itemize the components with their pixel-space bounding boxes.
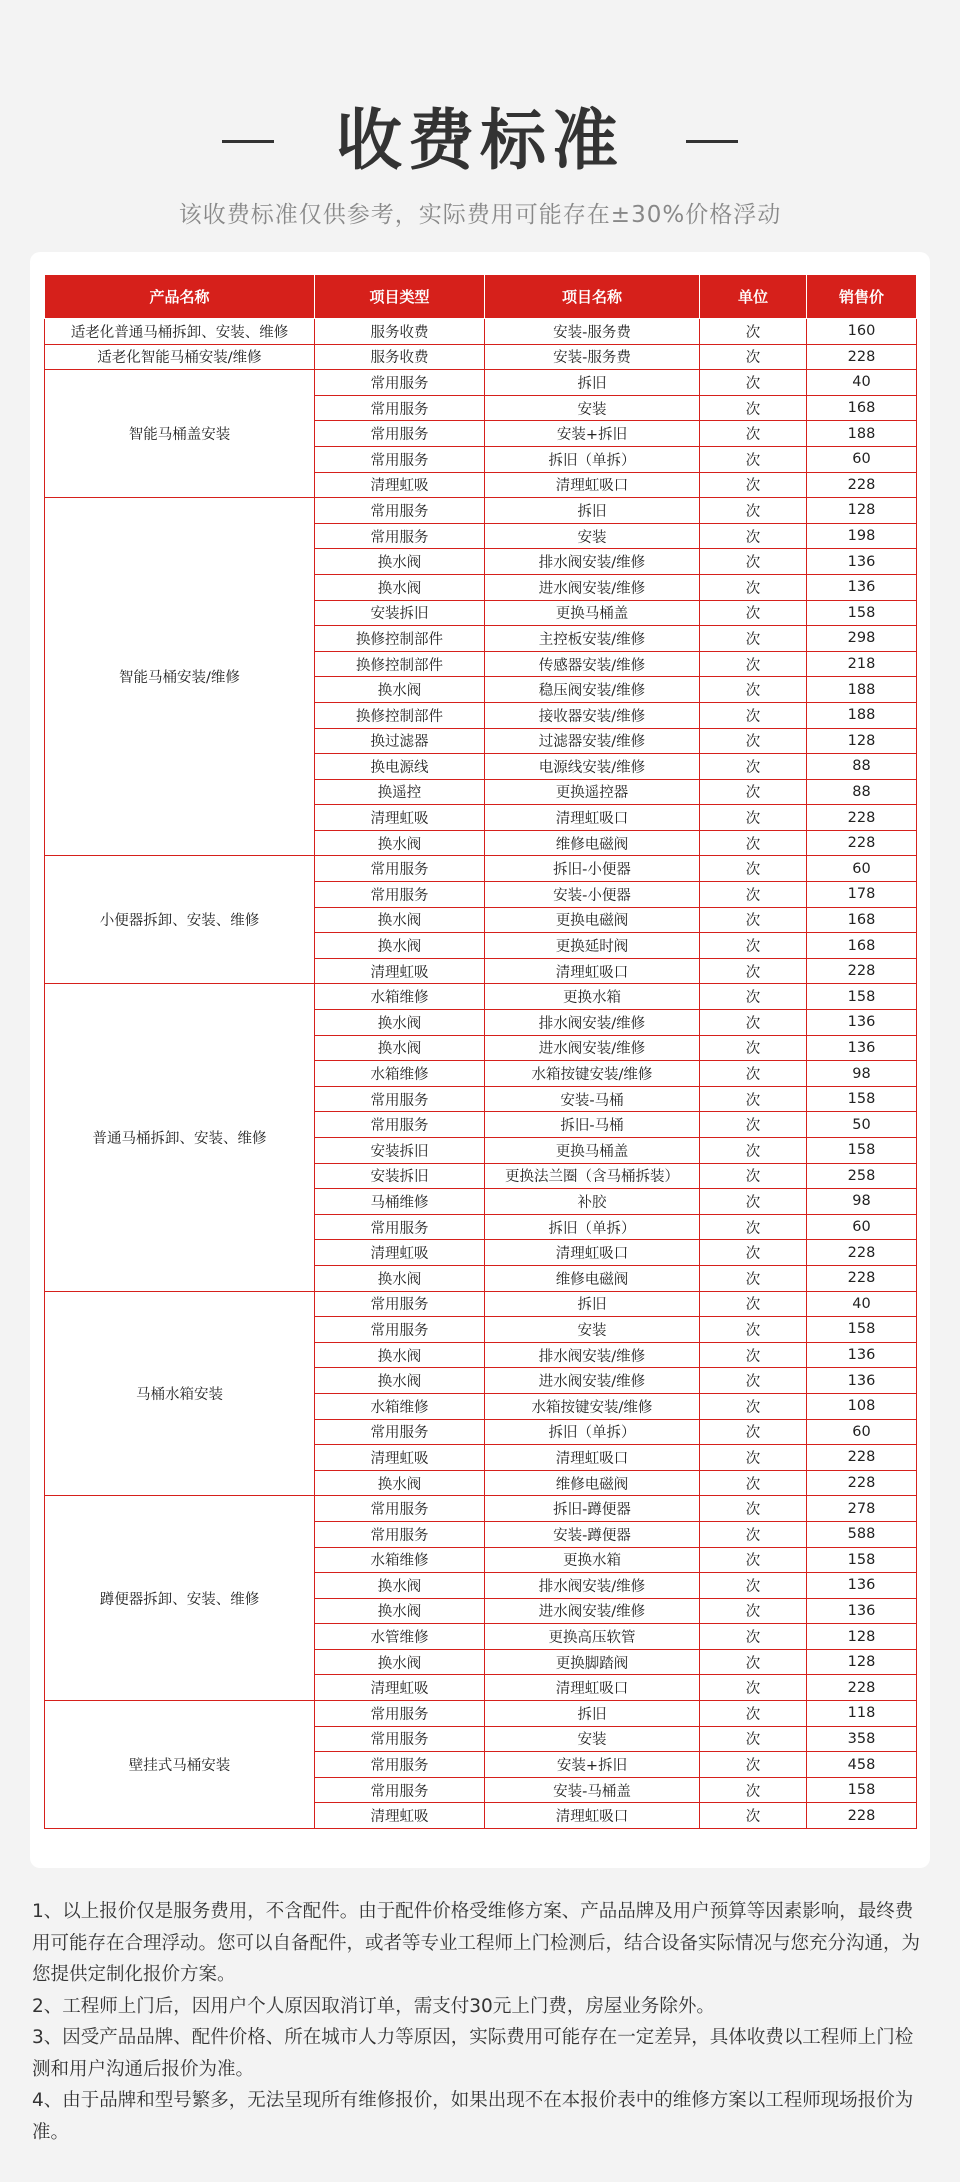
- item-name-cell: 进水阀安装/维修: [485, 1035, 700, 1061]
- item-name-cell: 清理虹吸口: [485, 1240, 700, 1266]
- unit-cell: 次: [700, 907, 807, 933]
- item-type-cell: 清理虹吸: [315, 1803, 485, 1829]
- item-type-cell: 常用服务: [315, 446, 485, 472]
- unit-cell: 次: [700, 472, 807, 498]
- price-cell: 168: [807, 907, 917, 933]
- item-type-cell: 常用服务: [315, 1521, 485, 1547]
- item-name-cell: 拆旧-马桶: [485, 1112, 700, 1138]
- page-subtitle: 该收费标准仅供参考，实际费用可能存在±30%价格浮动: [178, 202, 782, 228]
- item-type-cell: 换水阀: [315, 574, 485, 600]
- price-cell: 136: [807, 1010, 917, 1036]
- item-type-cell: 清理虹吸: [315, 958, 485, 984]
- unit-cell: 次: [700, 754, 807, 780]
- product-name-cell: 壁挂式马桶安装: [45, 1701, 315, 1829]
- column-header: 单位: [700, 275, 807, 319]
- item-name-cell: 排水阀安装/维修: [485, 1010, 700, 1036]
- price-cell: 50: [807, 1112, 917, 1138]
- unit-cell: 次: [700, 1368, 807, 1394]
- unit-cell: 次: [700, 805, 807, 831]
- item-name-cell: 安装-马桶盖: [485, 1777, 700, 1803]
- price-cell: 228: [807, 472, 917, 498]
- item-name-cell: 安装+拆旧: [485, 421, 700, 447]
- price-cell: 258: [807, 1163, 917, 1189]
- item-name-cell: 进水阀安装/维修: [485, 1598, 700, 1624]
- item-type-cell: 清理虹吸: [315, 1675, 485, 1701]
- column-header: 项目名称: [485, 275, 700, 319]
- price-cell: 136: [807, 1598, 917, 1624]
- item-name-cell: 拆旧（单拆）: [485, 1214, 700, 1240]
- item-name-cell: 安装-服务费: [485, 344, 700, 370]
- unit-cell: 次: [700, 1649, 807, 1675]
- unit-cell: 次: [700, 574, 807, 600]
- price-cell: 60: [807, 1419, 917, 1445]
- unit-cell: 次: [700, 1214, 807, 1240]
- item-name-cell: 拆旧: [485, 370, 700, 396]
- price-cell: 136: [807, 1573, 917, 1599]
- title-dash-left: [222, 140, 274, 143]
- price-cell: 88: [807, 779, 917, 805]
- item-name-cell: 清理虹吸口: [485, 805, 700, 831]
- item-name-cell: 维修电磁阀: [485, 830, 700, 856]
- item-type-cell: 服务收费: [315, 319, 485, 345]
- product-name-cell: 普通马桶拆卸、安装、维修: [45, 984, 315, 1291]
- item-name-cell: 主控板安装/维修: [485, 626, 700, 652]
- item-name-cell: 更换水箱: [485, 984, 700, 1010]
- price-cell: 136: [807, 574, 917, 600]
- item-type-cell: 换水阀: [315, 1598, 485, 1624]
- unit-cell: 次: [700, 1265, 807, 1291]
- unit-cell: 次: [700, 1496, 807, 1522]
- item-name-cell: 清理虹吸口: [485, 958, 700, 984]
- item-name-cell: 更换水箱: [485, 1547, 700, 1573]
- title-dash-right: [686, 140, 738, 143]
- item-name-cell: 进水阀安装/维修: [485, 1368, 700, 1394]
- item-type-cell: 常用服务: [315, 1726, 485, 1752]
- price-table-body: [45, 319, 917, 1829]
- price-cell: 218: [807, 651, 917, 677]
- note-item: 1、以上报价仅是服务费用，不含配件。由于配件价格受维修方案、产品品牌及用户预算等因素影响，最终费用可能存在合理浮动。您可以自备配件，或者等专业工程师上门检测后，结合设备实际情况与您充分沟通，为您提供定制化报价方案。: [32, 1901, 921, 1985]
- price-cell: 158: [807, 1086, 917, 1112]
- unit-cell: 次: [700, 1393, 807, 1419]
- item-name-cell: 拆旧: [485, 498, 700, 524]
- unit-cell: 次: [700, 933, 807, 959]
- item-type-cell: 安装拆旧: [315, 600, 485, 626]
- column-header: 销售价: [807, 275, 917, 319]
- unit-cell: 次: [700, 626, 807, 652]
- price-cell: 108: [807, 1393, 917, 1419]
- unit-cell: 次: [700, 1521, 807, 1547]
- table-header-row: [45, 275, 917, 319]
- product-name-cell: 智能马桶盖安装: [45, 370, 315, 498]
- unit-cell: 次: [700, 1112, 807, 1138]
- price-cell: 128: [807, 498, 917, 524]
- price-cell: 158: [807, 600, 917, 626]
- price-cell: 358: [807, 1726, 917, 1752]
- unit-cell: 次: [700, 1752, 807, 1778]
- unit-cell: 次: [700, 395, 807, 421]
- item-name-cell: 清理虹吸口: [485, 1803, 700, 1829]
- notes-section: [32, 1896, 928, 2148]
- item-type-cell: 常用服务: [315, 1317, 485, 1343]
- item-name-cell: 排水阀安装/维修: [485, 1342, 700, 1368]
- item-type-cell: 换修控制部件: [315, 626, 485, 652]
- item-type-cell: 换水阀: [315, 1010, 485, 1036]
- price-cell: 136: [807, 1342, 917, 1368]
- price-cell: 128: [807, 1649, 917, 1675]
- item-type-cell: 常用服务: [315, 1291, 485, 1317]
- price-cell: 98: [807, 1061, 917, 1087]
- product-name-cell: 适老化智能马桶安装/维修: [45, 344, 315, 370]
- price-cell: 158: [807, 984, 917, 1010]
- unit-cell: 次: [700, 984, 807, 1010]
- item-name-cell: 安装-蹲便器: [485, 1521, 700, 1547]
- price-cell: 88: [807, 754, 917, 780]
- product-name-cell: 马桶水箱安装: [45, 1291, 315, 1496]
- price-cell: 228: [807, 1240, 917, 1266]
- item-name-cell: 安装: [485, 1726, 700, 1752]
- page-title: 收费标准: [336, 102, 624, 179]
- item-type-cell: 常用服务: [315, 1112, 485, 1138]
- item-type-cell: 常用服务: [315, 1701, 485, 1727]
- price-cell: 40: [807, 1291, 917, 1317]
- item-name-cell: 拆旧-小便器: [485, 856, 700, 882]
- note-item: 2、工程师上门后，因用户个人原因取消订单，需支付30元上门费，房屋业务除外。: [32, 1995, 715, 2017]
- unit-cell: 次: [700, 1291, 807, 1317]
- title-row: [0, 98, 960, 184]
- item-name-cell: 更换脚踏阀: [485, 1649, 700, 1675]
- price-cell: 136: [807, 1368, 917, 1394]
- item-type-cell: 服务收费: [315, 344, 485, 370]
- table-row: [45, 498, 917, 524]
- price-card: [30, 252, 930, 1868]
- price-cell: 158: [807, 1138, 917, 1164]
- item-name-cell: 清理虹吸口: [485, 472, 700, 498]
- item-name-cell: 进水阀安装/维修: [485, 574, 700, 600]
- price-cell: 228: [807, 830, 917, 856]
- item-name-cell: 过滤器安装/维修: [485, 728, 700, 754]
- unit-cell: 次: [700, 370, 807, 396]
- unit-cell: 次: [700, 549, 807, 575]
- note-item: 4、由于品牌和型号繁多，无法呈现所有维修报价，如果出现不在本报价表中的维修方案以工程师现场报价为准。: [32, 2090, 914, 2143]
- item-type-cell: 水管维修: [315, 1624, 485, 1650]
- unit-cell: 次: [700, 1061, 807, 1087]
- price-cell: 158: [807, 1317, 917, 1343]
- table-row: [45, 370, 917, 396]
- unit-cell: 次: [700, 1240, 807, 1266]
- item-name-cell: 排水阀安装/维修: [485, 1573, 700, 1599]
- item-name-cell: 拆旧: [485, 1701, 700, 1727]
- item-name-cell: 更换电磁阀: [485, 907, 700, 933]
- price-cell: 298: [807, 626, 917, 652]
- product-name-cell: 蹲便器拆卸、安装、维修: [45, 1496, 315, 1701]
- price-cell: 60: [807, 856, 917, 882]
- item-type-cell: 常用服务: [315, 856, 485, 882]
- item-type-cell: 常用服务: [315, 1419, 485, 1445]
- item-name-cell: 清理虹吸口: [485, 1445, 700, 1471]
- item-name-cell: 拆旧: [485, 1291, 700, 1317]
- price-cell: 128: [807, 728, 917, 754]
- table-row: [45, 1291, 917, 1317]
- price-cell: 60: [807, 1214, 917, 1240]
- item-name-cell: 安装: [485, 523, 700, 549]
- item-name-cell: 电源线安装/维修: [485, 754, 700, 780]
- item-name-cell: 拆旧-蹲便器: [485, 1496, 700, 1522]
- price-cell: 128: [807, 1624, 917, 1650]
- item-name-cell: 更换高压软管: [485, 1624, 700, 1650]
- item-type-cell: 换水阀: [315, 1573, 485, 1599]
- price-cell: 136: [807, 549, 917, 575]
- item-type-cell: 安装拆旧: [315, 1163, 485, 1189]
- price-cell: 228: [807, 1445, 917, 1471]
- unit-cell: 次: [700, 446, 807, 472]
- item-type-cell: 常用服务: [315, 1777, 485, 1803]
- unit-cell: 次: [700, 498, 807, 524]
- unit-cell: 次: [700, 1035, 807, 1061]
- unit-cell: 次: [700, 830, 807, 856]
- item-type-cell: 常用服务: [315, 370, 485, 396]
- item-type-cell: 清理虹吸: [315, 472, 485, 498]
- unit-cell: 次: [700, 651, 807, 677]
- item-name-cell: 拆旧（单拆）: [485, 446, 700, 472]
- unit-cell: 次: [700, 702, 807, 728]
- item-type-cell: 清理虹吸: [315, 1445, 485, 1471]
- price-cell: 228: [807, 1675, 917, 1701]
- price-cell: 188: [807, 421, 917, 447]
- table-row: [45, 984, 917, 1010]
- item-type-cell: 水箱维修: [315, 1393, 485, 1419]
- item-name-cell: 维修电磁阀: [485, 1470, 700, 1496]
- item-type-cell: 水箱维修: [315, 984, 485, 1010]
- unit-cell: 次: [700, 1445, 807, 1471]
- item-name-cell: 更换延时阀: [485, 933, 700, 959]
- item-type-cell: 换电源线: [315, 754, 485, 780]
- product-name-cell: 智能马桶安装/维修: [45, 498, 315, 856]
- item-type-cell: 常用服务: [315, 498, 485, 524]
- price-cell: 60: [807, 446, 917, 472]
- price-cell: 158: [807, 1547, 917, 1573]
- item-name-cell: 清理虹吸口: [485, 1675, 700, 1701]
- item-name-cell: 接收器安装/维修: [485, 702, 700, 728]
- header: [0, 0, 960, 250]
- unit-cell: 次: [700, 1726, 807, 1752]
- unit-cell: 次: [700, 1086, 807, 1112]
- price-cell: 136: [807, 1035, 917, 1061]
- table-row: [45, 1701, 917, 1727]
- item-type-cell: 安装拆旧: [315, 1138, 485, 1164]
- item-type-cell: 常用服务: [315, 523, 485, 549]
- item-name-cell: 水箱按键安装/维修: [485, 1061, 700, 1087]
- item-name-cell: 更换遥控器: [485, 779, 700, 805]
- item-name-cell: 补胶: [485, 1189, 700, 1215]
- item-type-cell: 水箱维修: [315, 1547, 485, 1573]
- item-type-cell: 换水阀: [315, 1265, 485, 1291]
- item-name-cell: 安装-小便器: [485, 882, 700, 908]
- unit-cell: 次: [700, 882, 807, 908]
- unit-cell: 次: [700, 600, 807, 626]
- item-type-cell: 常用服务: [315, 395, 485, 421]
- unit-cell: 次: [700, 1419, 807, 1445]
- table-row: [45, 856, 917, 882]
- item-type-cell: 常用服务: [315, 1086, 485, 1112]
- item-type-cell: 换水阀: [315, 1470, 485, 1496]
- item-name-cell: 安装-服务费: [485, 319, 700, 345]
- price-cell: 228: [807, 805, 917, 831]
- item-type-cell: 换水阀: [315, 933, 485, 959]
- item-name-cell: 更换马桶盖: [485, 600, 700, 626]
- unit-cell: 次: [700, 1675, 807, 1701]
- price-cell: 278: [807, 1496, 917, 1522]
- price-cell: 160: [807, 319, 917, 345]
- item-type-cell: 常用服务: [315, 421, 485, 447]
- item-type-cell: 换水阀: [315, 907, 485, 933]
- unit-cell: 次: [700, 1803, 807, 1829]
- unit-cell: 次: [700, 779, 807, 805]
- product-name-cell: 适老化普通马桶拆卸、安装、维修: [45, 319, 315, 345]
- product-name-cell: 小便器拆卸、安装、维修: [45, 856, 315, 984]
- item-name-cell: 安装: [485, 395, 700, 421]
- unit-cell: 次: [700, 523, 807, 549]
- unit-cell: 次: [700, 1163, 807, 1189]
- table-row: [45, 1496, 917, 1522]
- unit-cell: 次: [700, 1010, 807, 1036]
- price-cell: 98: [807, 1189, 917, 1215]
- unit-cell: 次: [700, 1189, 807, 1215]
- item-type-cell: 常用服务: [315, 882, 485, 908]
- column-header: 项目类型: [315, 275, 485, 319]
- item-type-cell: 马桶维修: [315, 1189, 485, 1215]
- price-cell: 588: [807, 1521, 917, 1547]
- item-type-cell: 清理虹吸: [315, 1240, 485, 1266]
- item-name-cell: 维修电磁阀: [485, 1265, 700, 1291]
- item-type-cell: 水箱维修: [315, 1061, 485, 1087]
- price-cell: 188: [807, 702, 917, 728]
- unit-cell: 次: [700, 728, 807, 754]
- unit-cell: 次: [700, 958, 807, 984]
- item-type-cell: 换水阀: [315, 1368, 485, 1394]
- unit-cell: 次: [700, 1701, 807, 1727]
- table-row: [45, 344, 917, 370]
- unit-cell: 次: [700, 856, 807, 882]
- column-header: 产品名称: [45, 275, 315, 319]
- item-name-cell: 传感器安装/维修: [485, 651, 700, 677]
- item-name-cell: 稳压阀安装/维修: [485, 677, 700, 703]
- price-cell: 168: [807, 933, 917, 959]
- table-row: [45, 319, 917, 345]
- unit-cell: 次: [700, 1598, 807, 1624]
- price-cell: 178: [807, 882, 917, 908]
- unit-cell: 次: [700, 1342, 807, 1368]
- unit-cell: 次: [700, 421, 807, 447]
- price-cell: 228: [807, 1470, 917, 1496]
- item-type-cell: 换水阀: [315, 1342, 485, 1368]
- item-type-cell: 换修控制部件: [315, 702, 485, 728]
- item-type-cell: 清理虹吸: [315, 805, 485, 831]
- unit-cell: 次: [700, 1138, 807, 1164]
- item-type-cell: 换修控制部件: [315, 651, 485, 677]
- unit-cell: 次: [700, 1624, 807, 1650]
- price-table: [44, 274, 917, 1829]
- price-cell: 228: [807, 958, 917, 984]
- item-name-cell: 安装-马桶: [485, 1086, 700, 1112]
- unit-cell: 次: [700, 677, 807, 703]
- price-cell: 228: [807, 1265, 917, 1291]
- item-type-cell: 换水阀: [315, 1649, 485, 1675]
- item-name-cell: 更换法兰圈（含马桶拆装）: [485, 1163, 700, 1189]
- price-cell: 40: [807, 370, 917, 396]
- item-type-cell: 常用服务: [315, 1496, 485, 1522]
- item-name-cell: 安装+拆旧: [485, 1752, 700, 1778]
- price-cell: 158: [807, 1777, 917, 1803]
- unit-cell: 次: [700, 344, 807, 370]
- price-cell: 188: [807, 677, 917, 703]
- item-type-cell: 常用服务: [315, 1214, 485, 1240]
- price-cell: 228: [807, 344, 917, 370]
- item-type-cell: 换过滤器: [315, 728, 485, 754]
- price-cell: 458: [807, 1752, 917, 1778]
- item-name-cell: 排水阀安装/维修: [485, 549, 700, 575]
- item-type-cell: 常用服务: [315, 1752, 485, 1778]
- item-name-cell: 拆旧（单拆）: [485, 1419, 700, 1445]
- item-name-cell: 更换马桶盖: [485, 1138, 700, 1164]
- price-cell: 198: [807, 523, 917, 549]
- unit-cell: 次: [700, 1547, 807, 1573]
- price-cell: 228: [807, 1803, 917, 1829]
- item-type-cell: 换遥控: [315, 779, 485, 805]
- unit-cell: 次: [700, 1470, 807, 1496]
- item-type-cell: 换水阀: [315, 677, 485, 703]
- unit-cell: 次: [700, 1317, 807, 1343]
- price-cell: 118: [807, 1701, 917, 1727]
- item-type-cell: 换水阀: [315, 1035, 485, 1061]
- unit-cell: 次: [700, 1777, 807, 1803]
- unit-cell: 次: [700, 1573, 807, 1599]
- item-type-cell: 换水阀: [315, 830, 485, 856]
- item-type-cell: 换水阀: [315, 549, 485, 575]
- item-name-cell: 水箱按键安装/维修: [485, 1393, 700, 1419]
- item-name-cell: 安装: [485, 1317, 700, 1343]
- note-item: 3、因受产品品牌、配件价格、所在城市人力等原因，实际费用可能存在一定差异，具体收费以工程师上门检测和用户沟通后报价为准。: [32, 2027, 914, 2080]
- unit-cell: 次: [700, 319, 807, 345]
- price-cell: 168: [807, 395, 917, 421]
